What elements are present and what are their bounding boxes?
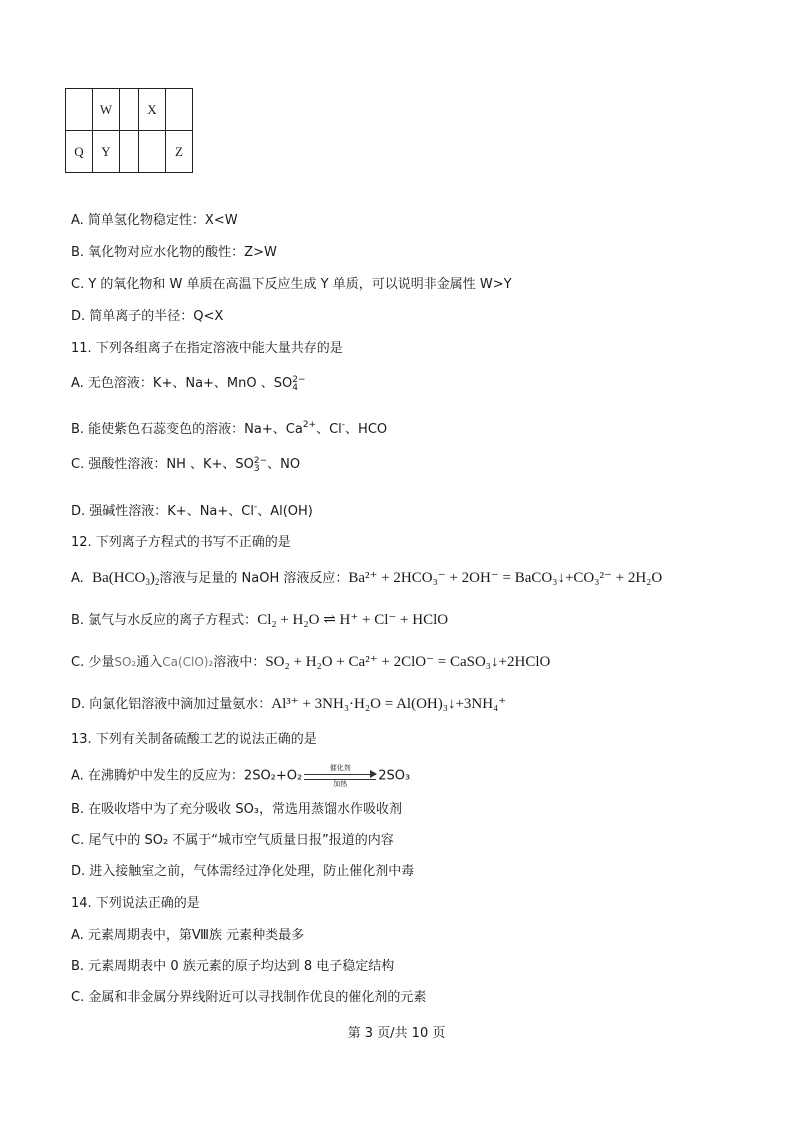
q10-option-d: D. 简单离子的半径：Q<X: [71, 309, 224, 324]
q11-option-b: [71, 416, 387, 439]
option-text: A. 在沸腾炉中发生的反应为：2SO₂+O₂: [71, 768, 303, 784]
formula: Ca(ClO)₂: [162, 655, 214, 669]
superscript: 2−: [253, 455, 268, 466]
table-cell: Q: [66, 131, 93, 173]
formula-part: ): [149, 570, 155, 586]
reaction-arrow: [304, 766, 376, 786]
option-text: 通入: [136, 655, 163, 670]
option-text: B. 氯气与水反应的离子方程式：: [71, 613, 258, 628]
table-cell: W: [93, 89, 120, 131]
q12-stem: 12. 下列离子方程式的书写不正确的是: [71, 535, 291, 550]
equation: SO₂ + H₂O + Ca²⁺ + 2ClO⁻ = CaSO₃↓+2HClO: [265, 654, 551, 670]
q12-option-c: [71, 653, 550, 672]
option-text: D. 向氯化铝溶液中滴加过量氨水：: [71, 697, 272, 712]
q11-option-d: [71, 498, 313, 521]
q11-option-c-text: C. 强酸性溶液：NH 、K+、SO: [71, 457, 254, 472]
q14-option-b: B. 元素周期表中 0 族元素的原子均达到 8 电子稳定结构: [71, 959, 395, 974]
q11-option-d-text: D. 强碱性溶液：K+、Na+、Cl: [71, 504, 254, 519]
q14-stem: 14. 下列说法正确的是: [71, 896, 200, 911]
option-label: A.: [71, 571, 84, 586]
q10-option-a: A. 简单氢化物稳定性：X<W: [71, 213, 238, 228]
superscript: -: [253, 502, 258, 512]
equation: Al³⁺ + 3NH₃·H₂O = Al(OH)₃↓+3NH₄⁺: [271, 696, 507, 712]
option-text: 2SO₃: [378, 768, 411, 784]
reaction-condition: 加热: [333, 780, 348, 788]
q11-stem: 11. 下列各组离子在指定溶液中能大量共存的是: [71, 341, 343, 356]
table-cell: [120, 89, 139, 131]
q11-option-a: [71, 375, 306, 393]
formula-part: Ba(HCO: [92, 570, 146, 586]
table-cell: [139, 131, 166, 173]
table-cell: [166, 89, 193, 131]
table-cell: [120, 131, 139, 173]
periodic-table-fragment: [65, 88, 193, 173]
option-text: C. 少量: [71, 655, 115, 670]
q11-option-b-text: 、HCO: [345, 422, 388, 437]
q11-option-c: [71, 456, 300, 474]
q13-option-a: [71, 766, 410, 786]
superscript: 2−: [292, 374, 306, 385]
option-text: 溶液与足量的 NaOH 溶液反应：: [159, 571, 349, 586]
q11-option-b-text: 、Cl: [316, 422, 342, 437]
q11-option-b-text: B. 能使紫色石蕊变色的溶液：Na+、Ca: [71, 422, 303, 437]
q12-option-b: [71, 611, 448, 630]
q11-option-a-charge: [292, 376, 305, 392]
q12-option-d: [71, 695, 506, 714]
subscript: 2: [154, 577, 160, 587]
q13-option-c: C. 尾气中的 SO₂ 不属于“城市空气质量日报”报道的内容: [71, 833, 394, 848]
superscript: 2+: [302, 420, 317, 430]
q11-option-d-text: 、Al(OH): [257, 504, 313, 519]
subscript: 4: [292, 382, 298, 393]
option-text: 溶液中：: [213, 655, 266, 670]
page-footer: 第 3 页/共 10 页: [347, 1026, 446, 1041]
q13-option-d: D. 进入接触室之前，气体需经过净化处理，防止催化剂中毒: [71, 864, 415, 879]
equation: Cl₂ + H₂O ⇌ H⁺ + Cl⁻ + HClO: [257, 612, 449, 628]
q12-option-a: [71, 569, 662, 591]
equation: Ba²⁺ + 2HCO₃⁻ + 2OH⁻ = BaCO₃↓+CO₃²⁻ + 2H₂O: [348, 570, 663, 586]
table-cell: X: [139, 89, 166, 131]
table-cell: [66, 89, 93, 131]
table-row: [66, 89, 193, 131]
table-cell: Y: [93, 131, 120, 173]
table-cell: Z: [166, 131, 193, 173]
reaction-condition: 催化剂: [329, 764, 351, 772]
subscript: 3: [145, 577, 150, 587]
superscript: -: [341, 420, 346, 430]
q13-option-b: B. 在吸收塔中为了充分吸收 SO₃，常选用蒸馏水作吸收剂: [71, 802, 403, 817]
q10-option-c: C. Y 的氧化物和 W 单质在高温下反应生成 Y 单质，可以说明非金属性 W>Y: [71, 277, 512, 292]
q14-option-a: A. 元素周期表中，第Ⅷ族 元素种类最多: [71, 928, 305, 943]
q11-option-c-charge: [254, 457, 267, 473]
table-row: [66, 131, 193, 173]
q10-option-b: B. 氧化物对应水化物的酸性：Z>W: [71, 245, 277, 260]
q14-option-c: C. 金属和非金属分界线附近可以寻找制作优良的催化剂的元素: [71, 990, 427, 1005]
subscript: 3: [253, 463, 260, 474]
q13-stem: 13. 下列有关制备硫酸工艺的说法正确的是: [71, 732, 317, 747]
q11-option-a-text: A. 无色溶液：K+、Na+、MnO 、SO: [71, 376, 293, 391]
q11-option-c-text: 、NO: [267, 457, 301, 472]
formula: [92, 570, 159, 586]
formula: SO₂: [114, 655, 137, 669]
